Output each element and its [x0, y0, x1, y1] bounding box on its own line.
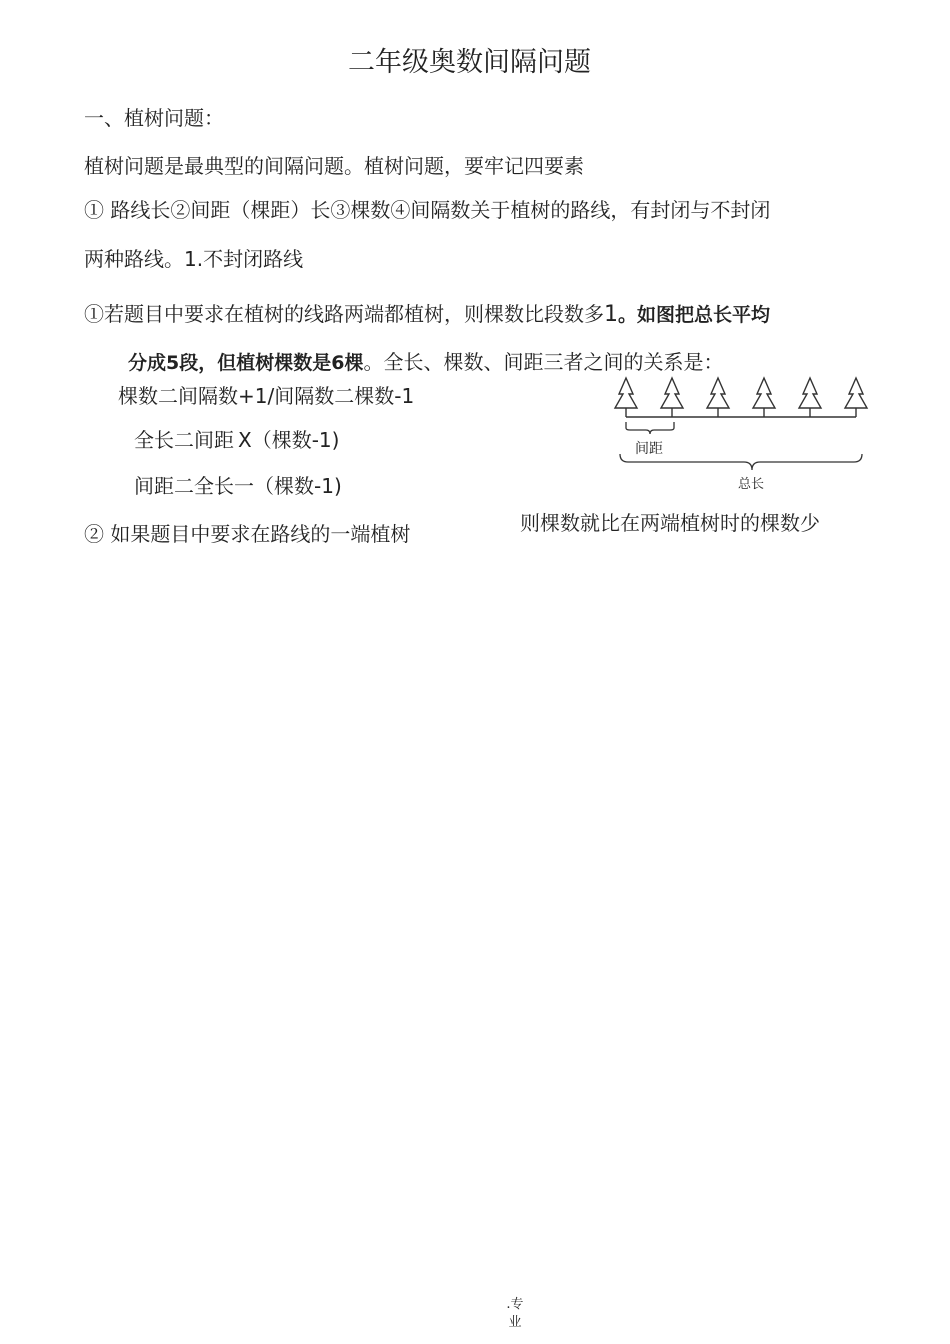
elements-paragraph-text: 两种路线。: [84, 247, 184, 271]
page-title: 二年级奥数间隔问题: [348, 47, 591, 78]
rule-1-text-bold: 。如图把总长平均: [618, 304, 771, 326]
rule-1-text: 。全长、棵数、间距三者之间的关系是：: [363, 350, 724, 374]
formula-text: -1): [314, 474, 342, 498]
rule-1-line-1: [84, 300, 770, 329]
tree-icon: [615, 378, 637, 417]
total-length-label: 总长: [738, 477, 765, 492]
formula-2: [134, 426, 339, 454]
rule-2-left: ② 如果题目中要求在路线的一端植树: [84, 522, 411, 546]
tree-icon: [707, 378, 729, 417]
footer-line-2: 业: [508, 1315, 522, 1330]
elements-paragraph-line-1: ① 路线长②间距（棵距）长③棵数④间隔数关于植树的路线，有封闭与不封闭: [84, 198, 771, 222]
formula-text: X（棵数-1): [238, 428, 340, 452]
rule-1-text-bold: 分成5段，但植树棵数是6棵: [128, 352, 364, 374]
formula-text: 间距二全长一（棵数: [134, 474, 314, 498]
formula-text: -1: [394, 384, 415, 408]
rule-1-text: ①若题目中要求在植树的线路两端都植树，则棵数比段数多: [84, 302, 604, 326]
spacing-brace: [626, 422, 674, 434]
intro-paragraph: 植树问题是最典型的间隔问题。植树问题，要牢记四要素: [84, 154, 584, 178]
formula-text: +1/: [238, 384, 275, 408]
elements-paragraph-line-2: [84, 245, 303, 273]
tree-icon: [661, 378, 683, 417]
spacing-label: 间距: [635, 441, 663, 457]
tree-icon: [845, 378, 867, 417]
tree-icon: [799, 378, 821, 417]
footer-line-1: .专: [506, 1297, 524, 1312]
list-number: 1.: [184, 247, 204, 271]
elements-paragraph-text: 不封闭路线: [203, 247, 304, 271]
rule-2-right: 则棵数就比在两端植树时的棵数少: [520, 511, 820, 535]
trees-group: [615, 378, 867, 417]
rule-1-number: 1: [604, 302, 618, 327]
formula-text: 全长二间距: [134, 428, 234, 452]
tree-icon: [753, 378, 775, 417]
formula-1: [118, 382, 414, 410]
formula-text: 棵数二间隔数: [118, 384, 238, 408]
tree-planting-diagram: [608, 372, 878, 497]
formula-3: [134, 472, 342, 500]
formula-text: 间隔数二棵数: [274, 384, 395, 408]
section-heading: 一、植树问题：: [84, 106, 224, 130]
